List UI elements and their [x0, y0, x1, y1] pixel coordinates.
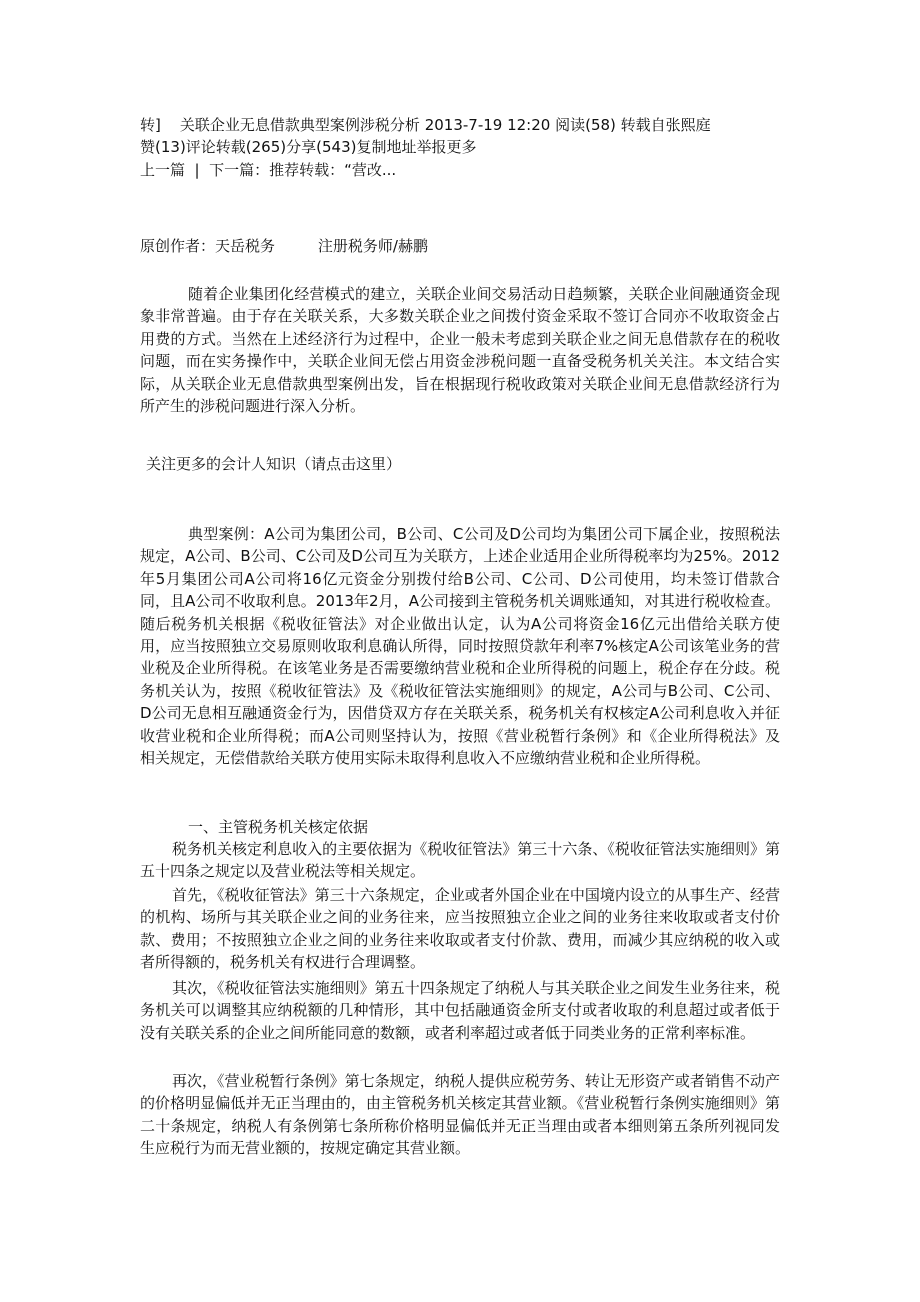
paragraph-second: 其次，《税收征管法实施细则》第五十四条规定了纳税人与其关联企业之间发生业务往来，税务机关可以调整其应纳税额的几种情形，其中包括融通资金所支付或者收取的利息超过或者低于没有关联关系的企业之间所能同意的数额，或者利率超过或者低于同类业务的正常利率标准。: [140, 979, 780, 1042]
paragraph-third: 再次，《营业税暂行条例》第七条规定，纳税人提供应税劳务、转让无形资产或者销售不动产的价格明显偏低并无正当理由的，由主管税务机关核定其营业额。《营业税暂行条例实施细则》第二十条规定，纳税人有条例第七条所称价格明显偏低并无正当理由或者本细则第五条所列视同发生应税行为而无营业额的，按规定确定其营业额。: [140, 1072, 780, 1158]
follow-link[interactable]: [146, 453, 401, 475]
section-heading: 一、主管税务机关核定依据: [188, 818, 369, 836]
paragraph-basis: 税务机关核定利息收入的主要依据为《税收征管法》第三十六条、《税收征管法实施细则》第五十四条之规定以及营业税法等相关规定。: [140, 840, 780, 881]
post-navigation-line[interactable]: 上一篇 | 下一篇：推荐转载：“营改...: [140, 161, 397, 179]
post-actions-line[interactable]: 赞(13)评论转载(265)分享(543)复制地址举报更多: [140, 138, 477, 156]
follow-link-text[interactable]: 关注更多的会计人知识（请点击这里）: [146, 455, 402, 473]
case-paragraph: 典型案例：A公司为集团公司，B公司、C公司及D公司均为集团公司下属企业，按照税法规定，A公司、B公司、C公司及D公司互为关联方，上述企业适用企业所得税率均为25%。2012年5月集团公司A公司将16亿元资金分别拨付给B公司、C公司、D公司使用，均未签订借款合同，且A公司不收取利息。2013年2月，A公司接到主管税务机关调账通知，对其进行税收检查。随后税务机关根据《税收征管法》对企业做出认定，认为A公司将资金16亿元出借给关联方使用，应当按照独立交易原则收取利息确认所得，同时按照贷款年利率7%核定A公司该笔业务的营业税及企业所得税。在该笔业务是否需要缴纳营业税和企业所得税的问题上，税企存在分歧。税务机关认为，按照《税收征管法》及《税收征管法实施细则》的规定，A公司与B公司、C公司、D公司无息相互融通资金行为，因借贷双方存在关联关系，税务机关有权核定A公司利息收入并征收营业税和企业所得税；而A公司则坚持认为，按照《营业税暂行条例》和《企业所得税法》及相关规定，无偿借款给关联方使用实际未取得利息收入不应缴纳营业税和企业所得税。: [140, 525, 780, 768]
intro-paragraph: 随着企业集团化经营模式的建立，关联企业间交易活动日趋频繁，关联企业间融通资金现象非常普遍。由于存在关联关系，大多数关联企业之间拨付资金采取不签订合同亦不收取资金占用费的方式。当然在上述经济行为过程中，企业一般未考虑到关联企业之间无息借款存在的税收问题，而在实务操作中，关联企业间无偿占用资金涉税问题一直备受税务机关关注。本文结合实际，从关联企业无息借款典型案例出发，旨在根据现行税收政策对关联企业间无息借款经济行为所产生的涉税问题进行深入分析。: [140, 285, 780, 416]
paragraph-first: 首先，《税收征管法》第三十六条规定，企业或者外国企业在中国境内设立的从事生产、经营的机构、场所与其关联企业之间的业务往来，应当按照独立企业之间的业务往来收取或者支付价款、费用；不按照独立企业之间的业务往来收取或者支付价款、费用，而减少其应纳税的收入或者所得额的，税务机关有权进行合理调整。: [140, 886, 780, 972]
post-title-line: 转] 关联企业无息借款典型案例涉税分析 2013-7-19 12:20 阅读(58) 转载自张熙庭: [140, 116, 711, 134]
author-line: 原创作者：天岳税务 注册税务师/赫鹏: [140, 237, 428, 255]
